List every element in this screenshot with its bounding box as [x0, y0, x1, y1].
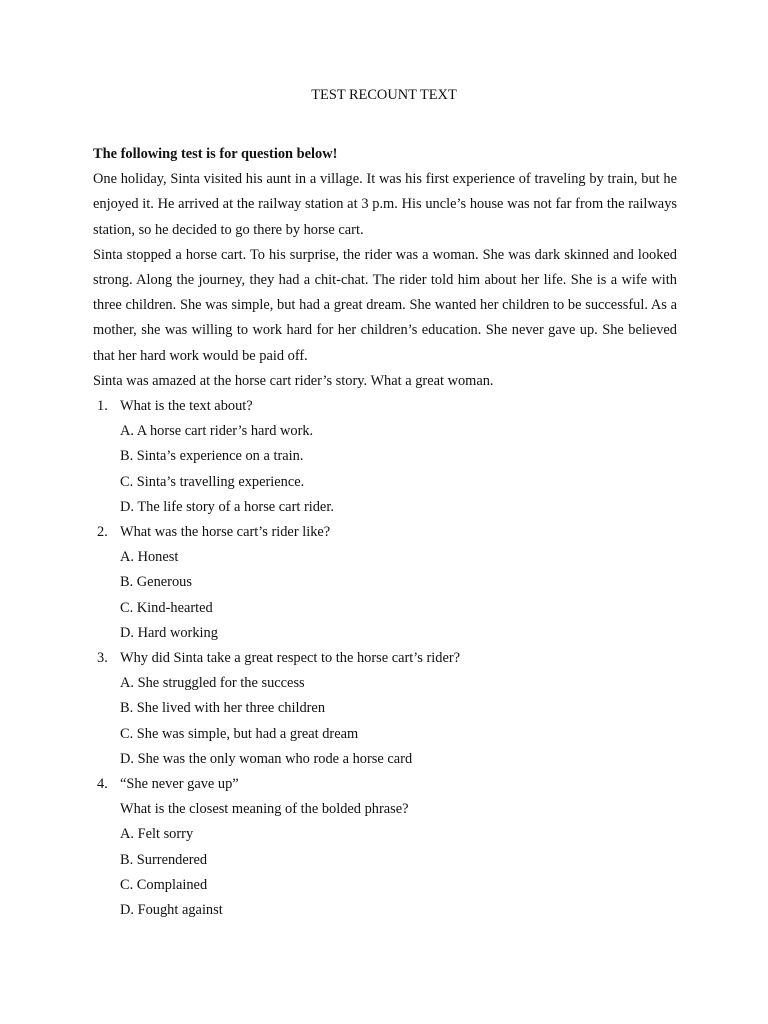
option-3a: A. She struggled for the success	[120, 675, 305, 692]
question-number: 2.	[97, 524, 108, 541]
option-2d: D. Hard working	[120, 624, 218, 641]
option-3b: B. She lived with her three children	[120, 700, 326, 717]
option-4a: A. Felt sorry	[120, 826, 194, 843]
question-4-prompt: What is the closest meaning of the bolded phrase?	[120, 801, 409, 818]
question-number: 3.	[97, 650, 108, 667]
question-2	[93, 520, 677, 545]
question-number: 4.	[97, 776, 108, 793]
option-3c: C. She was simple, but had a great dream	[120, 725, 359, 742]
option-4b: B. Surrendered	[120, 851, 208, 868]
option-2b: B. Generous	[120, 574, 192, 591]
document-title: TEST RECOUNT TEXT	[311, 87, 457, 103]
story-paragraph-3: Sinta was amazed at the horse cart rider’s story. What a great woman.	[93, 372, 494, 389]
question-text: “She never gave up”	[120, 776, 239, 793]
question-3	[93, 646, 677, 671]
option-1a: A. A horse cart rider’s hard work.	[120, 423, 314, 440]
question-text: Why did Sinta take a great respect to the horse cart’s rider?	[120, 650, 461, 667]
question-text: What is the text about?	[120, 398, 253, 415]
instruction-text: The following test is for question below!	[93, 146, 338, 162]
question-text: What was the horse cart’s rider like?	[120, 524, 331, 541]
question-4	[93, 772, 677, 797]
question-number: 1.	[97, 398, 108, 415]
option-3d: D. She was the only woman who rode a horse card	[120, 750, 413, 767]
option-1b: B. Sinta’s experience on a train.	[120, 448, 304, 465]
option-2c: C. Kind-hearted	[120, 599, 213, 616]
option-1d: D. The life story of a horse cart rider.	[120, 498, 334, 515]
option-2a: A. Honest	[120, 549, 179, 566]
option-1c: C. Sinta’s travelling experience.	[120, 473, 305, 490]
story-paragraph-2: Sinta stopped a horse cart. To his surprise, the rider was a woman. She was dark skinned and looked strong. Along the journey, they had a chit-chat. The rider told him about her life. She is a wife with three children. She was simple, but had a great dream. She wanted her children to be successful. As a mother, she was willing to work hard for her children’s education. She never gave up. She believed that her hard work would be paid off.	[93, 246, 677, 364]
story-paragraph-1: One holiday, Sinta visited his aunt in a village. It was his first experience of traveling by train, but he enjoyed it. He arrived at the railway station at 3 p.m. His uncle’s house was not far from the railways station, so he decided to go there by horse cart.	[93, 171, 677, 238]
question-1	[93, 394, 677, 419]
document-body	[93, 142, 677, 923]
option-4c: C. Complained	[120, 876, 208, 893]
option-4d: D. Fought against	[120, 902, 223, 919]
